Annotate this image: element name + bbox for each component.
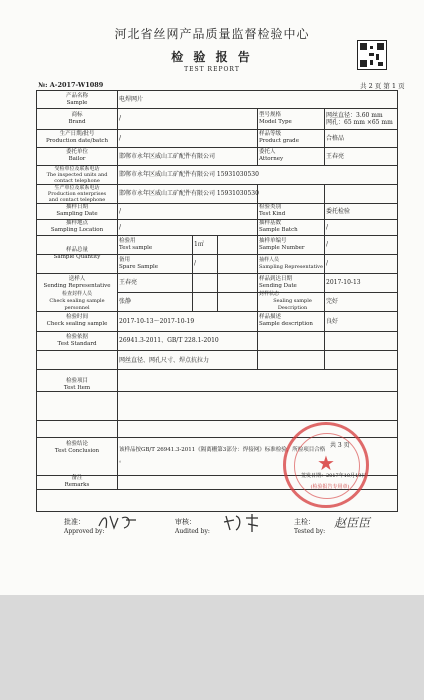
test-sample-value: 1㎡ [194,241,204,248]
brand-value: / [119,115,122,122]
sample-quantity-en: Sample Quantity [53,254,101,260]
brand-en: Brand [68,118,86,125]
grade-en: Product grade [259,138,299,144]
test-time-value: 2017-10-13～2017-10-19 [119,317,195,325]
test-kind-en: Test Kind [259,211,286,217]
remarks-cn: 备注 [71,475,83,481]
bailor-value: 邯郸市永年区威山工矿配件有限公司 [119,152,216,160]
sampling-location-value: / [119,223,122,231]
model-mesh: 网孔：65 mm ×65 mm [326,118,393,126]
grade-cn: 样品等级 [259,131,282,137]
sampling-rep-cn: 抽样人员 [259,256,280,263]
test-item-value: 网丝直径、网孔尺寸、焊点抗拉力 [119,356,210,364]
sample-desc-en: Sample description [259,321,313,327]
test-time-cn: 检验时间 [65,314,88,320]
sample-quantity-cn: 样品总量 [65,247,88,253]
report-title: 检 验 报 告 [171,50,253,64]
test-item-en: Test Item [63,385,91,391]
test-sample-en: Test sample [119,244,153,251]
sample-number-value: / [326,241,329,248]
test-standard-cn: 检验依据 [65,333,88,340]
spare-sample-en: Spare Sample [119,263,158,270]
production-enterprise-cn: 生产单位及联系电话 [54,184,100,191]
sample-batch-cn: 抽样基数 [259,220,282,226]
conclusion-cn: 检验结论 [65,440,88,447]
test-item-cn: 检验项目 [65,378,88,384]
sending-date-en: Sending Date [259,282,297,289]
seal-status-cn: 封样状态 [259,291,280,297]
page-info: 共 2 页 第 1 页 [360,82,405,90]
bailor-cn: 委托单位 [65,149,88,155]
sample-desc-cn: 样品描述 [259,314,282,320]
sample-name-en: Sample [66,99,88,106]
report-title-en: TEST REPORT [184,66,240,73]
seal-status-en: Sealing sample Description [273,298,312,311]
test-time-en: Check sealing sample [46,321,108,327]
test-kind-value: 委托检验 [326,207,351,215]
seal-person-cn: 检查封样人员 [61,291,92,297]
inspection-seal-stamp: ★ [283,422,369,508]
sample-batch-value: / [326,223,329,231]
sampling-location-cn: 抽样地点 [65,220,88,226]
tested-label-cn: 主检： [294,518,315,526]
seal-page-count: 共 3 页 [330,442,350,449]
approved-signature [96,512,146,532]
grade-value: 合格品 [326,134,345,142]
spare-sample-value: / [194,260,197,267]
bailor-en: Bailor [68,156,86,162]
conclusion-text-end: 。 [119,456,126,464]
qr-code-icon [357,40,387,70]
brand-cn: 商标 [71,111,83,118]
model-en: Model Type [259,118,292,125]
seal-caption: (检验报告专用章) [310,484,350,490]
inspected-units-en-1: The inspected units and [46,171,108,178]
production-date-value: / [119,134,122,142]
seal-person-value: 张静 [119,298,132,305]
conclusion-text: 该样品按GB/T 26941.3-2011《隔离栅第3部分：焊接网》标准检验，所检项目合格 [119,446,326,453]
sample-name-value: 电焊网片 [119,96,144,103]
tested-label [294,518,325,536]
sampling-date-cn: 抽样日期 [65,204,88,210]
spare-sample-cn: 备用 [119,256,131,263]
remarks-en: Remarks [64,482,90,488]
inspected-units-value: 邯郸市永年区威山工矿配件有限公司 15931030530 [119,171,259,178]
test-standard-en: Test Standard [57,340,97,347]
report-number: №: A-2017-W1089 [38,81,104,89]
test-sample-cn: 检验用 [119,237,136,244]
sample-desc-value: 良好 [326,317,339,325]
test-standard-value: 26941.3-2011、GB/T 228.1-2010 [119,337,219,344]
inspected-units-en-2: contact telephone [54,177,100,184]
inspected-units-cn: 受检单位及联系电话 [54,165,100,172]
sending-rep-cn: 送样人 [68,275,86,282]
production-enterprise-en-2: and contact telephone [48,196,106,203]
sending-rep-en: Sending Representative [43,282,111,289]
model-cn: 型号规格 [259,111,282,118]
production-enterprise-value: 邯郸市永年区威山工矿配件有限公司 15931030530 [119,190,259,197]
seal-status-value: 完好 [326,298,339,305]
sampling-date-en: Sampling Date [56,211,98,217]
audited-signature [222,512,272,534]
approved-label-en: Approved by: [64,528,105,535]
audited-label [175,518,210,536]
seal-person-en: Check sealing sample personnel [49,298,105,311]
sample-name-cn: 产品名称 [65,92,88,99]
conclusion-en: Test Conclusion [54,447,100,454]
sampling-date-value: / [119,207,122,215]
audited-label-en: Audited by: [175,528,210,535]
sending-date-cn: 样品到达日期 [259,275,293,282]
tested-signature: 赵臣臣 [334,516,371,530]
org-name: 河北省丝网产品质量监督检验中心 [114,27,310,41]
approved-label-cn: 批准： [64,518,85,526]
sending-date-value: 2017-10-13 [326,279,361,286]
sign-date: 签发日期：2017年10月19日 [301,472,367,479]
sample-batch-en: Sample Batch [259,227,298,233]
production-enterprise-en-1: Production enterprises [47,190,107,197]
sampling-rep-value: / [326,260,329,267]
production-date-cn: 生产日期/批号 [59,131,95,137]
attorney-cn: 委托人 [259,149,276,155]
sampling-location-en: Sampling Location [50,227,104,233]
sample-number-en: Sample Number [259,244,305,251]
test-kind-cn: 检验类别 [259,204,282,210]
attorney-en: Attorney [259,156,284,162]
production-date-en: Production date/batch [45,138,109,144]
tested-label-en: Tested by: [294,528,326,535]
model-diameter: 网丝直径：3.60 mm [326,111,383,119]
sampling-rep-en: Sampling Representative [259,263,323,270]
attorney-value: 王春亮 [326,152,345,160]
sending-rep-value: 王春亮 [119,279,138,286]
audited-label-cn: 审核： [175,518,196,526]
sample-number-cn: 抽样单编号 [259,237,287,244]
